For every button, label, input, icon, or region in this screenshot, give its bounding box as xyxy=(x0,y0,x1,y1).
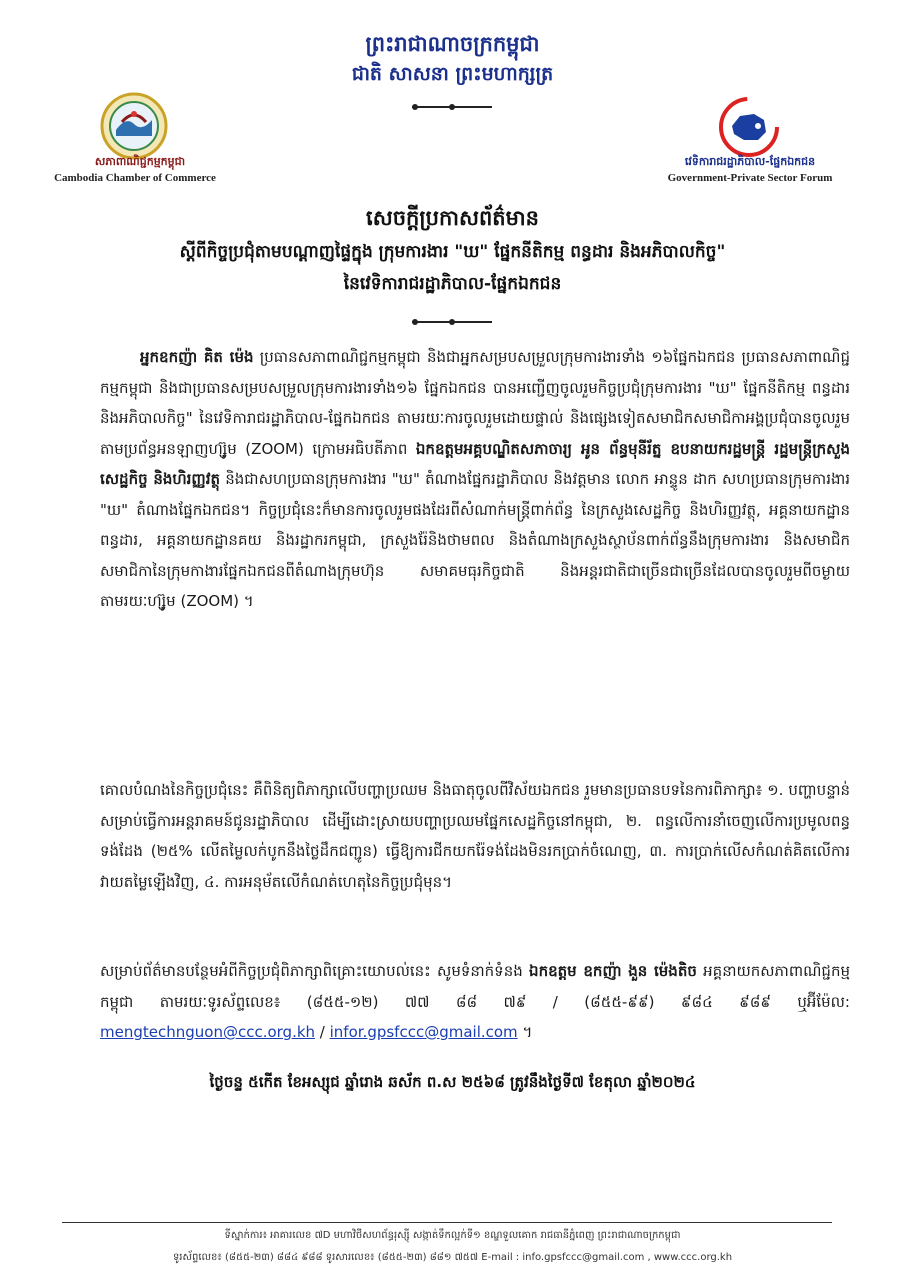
email-link-secondary[interactable]: infor.gpsfccc@gmail.com xyxy=(329,1023,518,1041)
paragraph1-text-a: ប្រធានសភាពាណិជ្ជកម្មកម្ពុជា និងជាអ្នកសម្របសម្រួលក្រុមការងារទាំង ១៦ផ្នែកឯកជន ប្រធានសភាពាណិជ្ជកម្មកម្ពុជា និងជាប្រធានសម្របសម្រួលក្រុមការងារទាំង១៦ ផ្នែកឯកជន បានអញ្ជើញចូលរួមកិច្ចប្រជុំក្រុមការងារ "ឃ" ផ្នែកនីតិកម្ម ពន្ធដារ និងអភិបាលកិច្ច" នៃវេទិការាជរដ្ឋាភិបាល-ផ្នែកឯកជន តាមរយៈការចូលរួមដោយផ្ទាល់ និងផ្សេងទៀតសមាជិកសមាជិកាអង្គប្រជុំបានចូលរួមតាមប្រព័ន្ធអនឡាញហ្ស៊ូម (ZOOM) ក្រោមអធិបតីភាព xyxy=(100,348,850,458)
paragraph3-text-a: សម្រាប់ព័ត៌មានបន្ថែមអំពីកិច្ចប្រជុំពិភាក្សាពិគ្រោះយោបល់នេះ សូមទំនាក់ទំនង xyxy=(100,962,530,980)
paragraph-contact xyxy=(100,956,850,1048)
ccc-logo-icon xyxy=(100,92,168,160)
gpsf-name-english: Government-Private Sector Forum xyxy=(667,172,833,184)
paragraph1-text-b: និងជាសហប្រធានក្រុមការងារ "ឃ" តំណាងផ្នែករដ្ឋាភិបាល និងវត្តមាន លោក អាន្ទូន ដាក សហប្រធានក្រុមការងារ "ឃ" តំណាងផ្នែកឯកជន។ កិច្ចប្រជុំនេះក៏មានការចូលរួមផងដែរពីសំណាក់មន្ត្រីពាក់ព័ន្ធ នៃក្រសួងសេដ្ឋកិច្ច និងហិរញ្ញវត្ថុ, អគ្គនាយកដ្ឋានពន្ធដារ, អគ្គនាយកដ្ឋានគយ និងរដ្ឋាករកម្ពុជា, ក្រសួងរ៉ែនិងថាមពល និងតំណាងក្រសួងស្ថាប័នពាក់ព័ន្ធនឹងក្រុមការងារ និងសមាជិក សមាជិកានៃក្រុមកាងារផ្នែកឯកជនពីតំណាងក្រុមហ៊ុន សមាគមធុរកិច្ចជាតិ និងអន្តរជាតិជាច្រើនជាច្រើនដែលបានចូលរួមពីចម្ងាយតាមរយៈហ្ស៊ូម (ZOOM) ។ xyxy=(100,470,851,610)
paragraph-meeting-summary xyxy=(100,342,850,617)
gpsf-logo-icon xyxy=(718,96,780,158)
paragraph3-end: ។ xyxy=(517,1023,533,1041)
paragraph3-text-b: អគ្គនាយកសភាពាណិជ្ជកម្មកម្ពុជា តាមរយៈទូរស័ព្ទលេខ៖ (៨៥៥-១២) ៧៧ ៨៨ ៧៩ / (៨៥៥-៩៩) ៩៨៤ ៩៨៩ ឬអ៊ីម៉ែល: xyxy=(100,962,850,1011)
ccc-name-khmer: សភាពាណិជ្ជកម្មកម្ពុជា xyxy=(94,155,186,168)
footer-contact: ទូរស័ព្ទលេខ៖ (៨៥៥-២៣) ៨៨៤ ៩៨៨ ទូរសារលេខ៖ (៨៥៥-២៣) ៨៨១ ៧៥៧ E-mail : info.gpsfccc@gmail.com , www.ccc.org.kh xyxy=(172,1252,733,1263)
title-divider xyxy=(412,321,492,323)
lead-name: អ្នកឧកញ៉ា គិត ម៉េង xyxy=(140,348,254,366)
email-separator: / xyxy=(315,1023,330,1041)
gpsf-name-khmer: វេទិការាជរដ្ឋាភិបាល-ផ្នែកឯកជន xyxy=(684,155,816,168)
press-release-subtitle: ស្តីពីកិច្ចប្រជុំតាមបណ្តាញផ្ទៃក្នុង ក្រុមការងារ "ឃ" ផ្នែកនីតិកម្ម ពន្ធដារ និងអភិបាលកិច្ច" xyxy=(179,242,726,262)
footer-divider xyxy=(62,1222,832,1223)
chair-name: ឯកឧត្តមអគ្គបណ្ឌិតសភាចារ្យ អូន ព័ន្ធមុនីរ័ត្ន ឧបនាយករដ្ឋមន្ត្រី រដ្ឋមន្ត្រីក្រសួងសេដ្ឋកិច្ច និងហិរញ្ញវត្ថុ xyxy=(100,439,850,488)
paragraph-meeting-agenda: គោលបំណងនៃកិច្ចប្រជុំនេះ គឺពិនិត្យពិភាក្សាលើបញ្ហាប្រឈម និងធាតុចូលពីវិស័យឯកជន រួមមានប្រធានបទនៃការពិភាក្សា៖ ១. បញ្ហាបន្ទាន់សម្រាប់ធ្វើការអន្តរាគមន៍ជូនរដ្ឋាភិបាល ដើម្បីដោះស្រាយបញ្ហាប្រឈមផ្នែកសេដ្ឋកិច្ចនៅកម្ពុជា, ២. ពន្ធលើការនាំចេញលើការប្រមូលពន្ធទង់ដែង (២៥% លើតម្លៃលក់បូកនឹងថ្លៃដឹកជញ្ជូន) ធ្វើឱ្យការជីកយករ៉ែទង់ដែងមិនរកប្រាក់ចំណេញ, ៣. ការប្រាក់លើសកំណត់គិតលើការវាយតម្លៃឡើងវិញ, ៤. ការអនុម័តលើកំណត់ហេតុនៃកិច្ចប្រជុំមុន។ xyxy=(100,781,850,891)
kingdom-heading: ព្រះរាជាណាចក្រកម្ពុជា xyxy=(365,32,540,56)
footer-address: ទីស្នាក់ការ៖ អាគារលេខ ៧D មហាវិថីសហព័ន្ធរុស្ស៊ី សង្កាត់ទឹកល្អក់ទី១ ខណ្ឌទួលគោក រាជធានីភ្នំពេញ ព្រះរាជាណាចក្រកម្ពុជា xyxy=(224,1230,681,1241)
press-release-subtitle-2: នៃវេទិការាជរដ្ឋាភិបាល-ផ្នែកឯកជន xyxy=(343,274,562,294)
contact-name: ឯកឧត្តម ឧកញ៉ា ងួន ម៉េងតិច xyxy=(529,962,697,980)
header-divider xyxy=(412,106,492,108)
ccc-name-english: Cambodia Chamber of Commerce xyxy=(54,172,216,184)
press-release-title: សេចក្តីប្រកាសព័ត៌មាន xyxy=(366,206,539,230)
national-motto: ជាតិ សាសនា ព្រះមហាក្សត្រ xyxy=(351,63,554,85)
dateline: ថ្ងៃចន្ទ ៥កើត ខែអស្សុជ ឆ្នាំរោង ឆស័ក ព.ស ២៥៦៨ ត្រូវនឹងថ្ងៃទី៧ ខែតុលា ឆ្នាំ២០២៤ xyxy=(209,1073,696,1091)
email-link-primary[interactable]: mengtechnguon@ccc.org.kh xyxy=(100,1023,316,1041)
